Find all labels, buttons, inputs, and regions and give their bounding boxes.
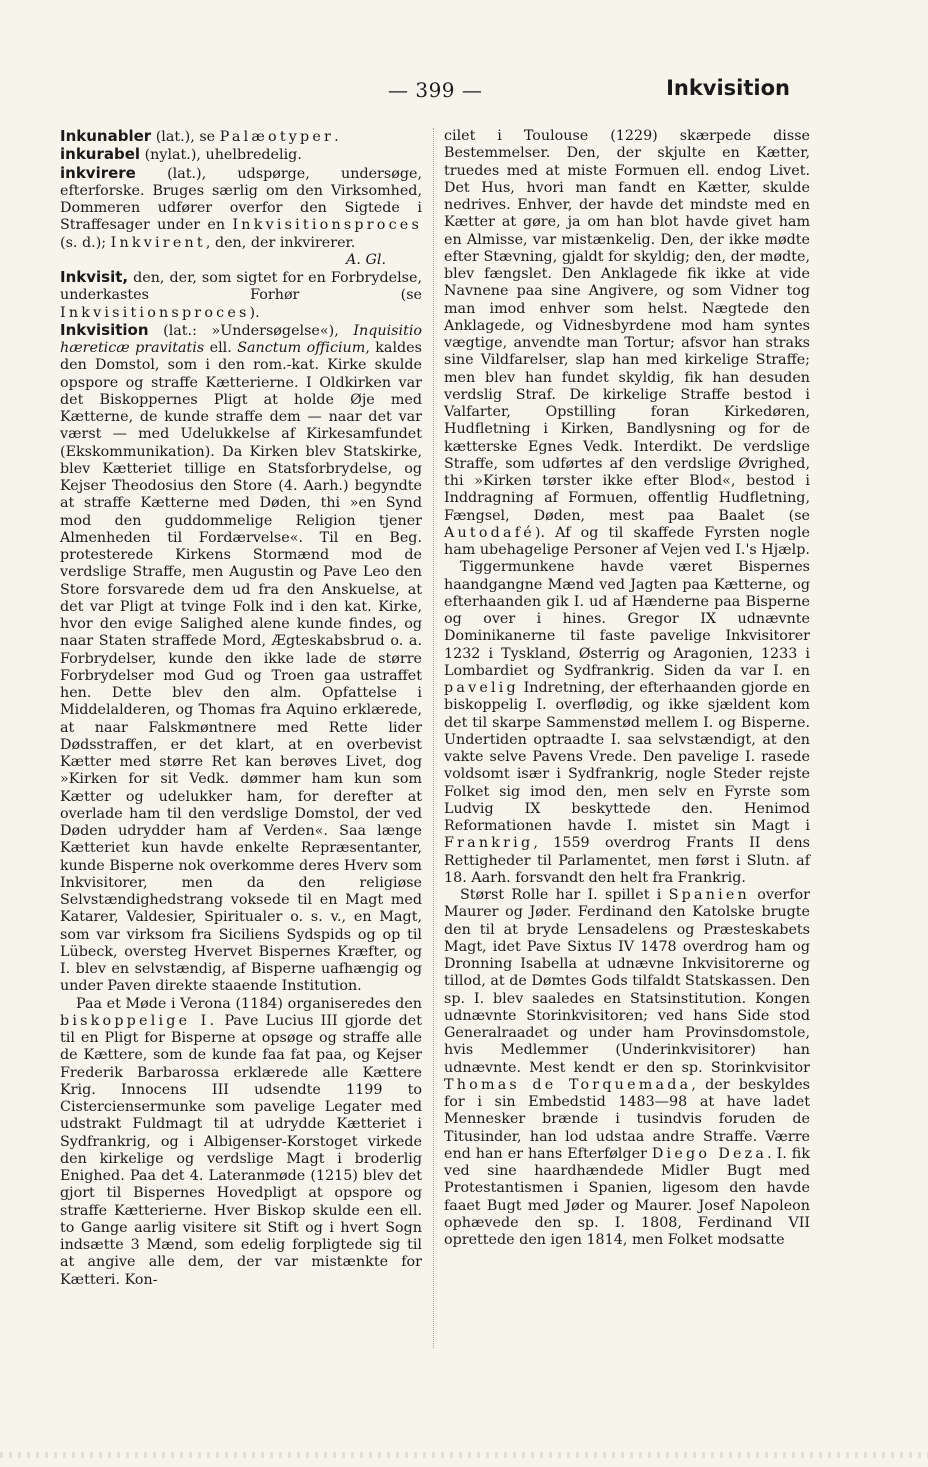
author-signature: A. Gl. (346, 251, 386, 268)
page-number: — 399 — (388, 78, 483, 102)
cross-reference: Inkvirent (110, 234, 206, 251)
entry-inkvisition: Inkvisition (lat.: »Undersøgelse«), Inquisitio hæreticæ pravitatis ell. Sanctum officium, kaldes den Domstol, som i den rom.-kat. Kirke skulde opspore og straffe Kætterierne. I Oldkirken var det Biskoppernes Pligt at holde Øje med Kætterne, de kunde straffe dem — naar det var værst — med Udelukkelse af Kirkesamfundet (Ekskommunikation). Da Kirken blev Statskirke, blev Kætteriet tillige en Statsforbrydelse, og Kejser Theodosius den Store (4. Aarh.) begyndte at straffe Kætterne med Døden, thi »en Synd mod den guddommelige Religion tjener Almenheden til Fordærvelse«. Til en Beg. protesterede Kirkens Stormænd mod de verdslige Straffe, men Augustin og Pave Leo den Store forsvarede dem ud fra den Anskuelse, at det var Pligt at tvinge Folk ind i den kat. Kirke, hvor den evige Salighed alene kunde findes, og naar Staten straffede Mord, Ægteskabsbrud o. a. Forbrydelser, kunde den ikke lade de større Forbrydelser mod Gud og Troen gaa ustraffet hen. Dette blev den alm. Opfattelse i Middelalderen, og Thomas fra Aquino erklærede, at naar Falskmøntnere med Rette lider Dødsstraffen, er det klart, at en overbevist Kætter med større Ret kan berøves Livet, dog »Kirken for sit Vedk. dømmer ham kun som Kætter og udelukker ham, for derefter at overlade ham til den verdslige Domstol, der ved Døden udrydder ham af Verden«. Saa længe Kætteriet kun havde enkelte Repræsentanter, kunde Bisperne nok overkomme deres Hverv som Inkvisitorer, men da den religiøse Selvstændighedstrang voksede til en Magt med Katarer, Valdesier, Spiritualer o. s. v., en Magt, som var virksom fra Siciliens Sydspids og op til Lübeck, oversteg Hvervet Bispernes Kræfter, og I. blev en selvstændig, af Bisperne uafhængig og under Paven direkte staaende Institution. (60, 320, 422, 995)
entry-inkvisit: Inkvisit, den, der, som sigtet for en Forbrydelse, underkastes Forhør (se Inkvisitionsproces). (60, 268, 422, 321)
paragraph: cilet i Toulouse (1229) skærpede disse Bestemmelser. Den, der skjulte en Kætter, truedes med at miste Formuen ell. endog Livet. Det Hus, hvori man fandt en Kætter, skulde nedrives. Enhver, der havde det mindste med en Kætter at gøre, ja om han blot havde givet ham en Almisse, var mistænkelig. Den, der ikke mødte efter Stævning, gjaldt for skyldig; den, der mødte, blev fængslet. Den Anklagede fik ikke at vide Navnene paa sine Angivere, og som Vidner tog man imod enhver som helst. Nægtede den Anklagede, og Vidnesbyrdene mod ham syntes vægtige, anvendte man Tortur; afsvor han straks sine Vildfarelser, slap han med kirkelige Straffe; men blev han fundet skyldig, fik han desuden verdslig Straf. De kirkelige Straffe bestod i Valfarter, Opstilling foran Kirkedøren, Hudfletning i Kirken, Bandlysning og for de kætterske Egnes Vedk. Interdikt. De verdslige Straffe, som udførtes af den verdslige Øvrighed, thi »Kirken tørster ikke efter Blod«, bestod i Inddragning af Formuen, offentlig Hudfletning, Fængsel, Døden, mest paa Baalet (se Autodafé). Af og til skaffede Fyrsten nogle ham ubehagelige Personer af Vejen ved I.'s Hjælp. (444, 128, 810, 558)
headword: inkvirere (60, 163, 136, 182)
page-header (0, 74, 928, 108)
paragraph: Tiggermunkene havde været Bispernes haandgangne Mænd ved Jagten paa Kætterne, og efterhaanden gik I. ud af Hænderne paa Bisperne og over i hines. Gregor IX udnævnte Dominikanerne til faste pavelige Inkvisitorer 1232 i Tyskland, Østerrig og Aragonien, 1233 i Lombardiet og Sydfrankrig. Siden da var I. en pavelig Indretning, der efterhaanden gjorde en biskoppelig I. overflødig, og ikke sjældent kom det til skarpe Sammenstød mellem I. og Bisperne. Undertiden optraadte I. saa selvstændigt, at den vakte selve Pavens Vrede. Den pavelige I. rasede voldsomt især i Sydfrankrig, nogle Steder rejste Folket sig imod den, men selv en Fyrste som Ludvig IX beskyttede den. Henimod Reformationen havde I. mistet sin Magt i Frankrig, 1559 overdrog Frants II dens Rettigheder til Parlamentet, men først i Slutn. af 18. Aarh. forsvandt den helt fra Frankrig. (444, 559, 810, 886)
column-divider (433, 128, 435, 1348)
left-column (60, 128, 422, 1289)
entry-inkurabel: inkurabel (nylat.), uhelbredelig. (60, 145, 302, 164)
running-head: Inkvisition (666, 76, 790, 100)
scan-edge-noise (0, 1452, 928, 1458)
paragraph: Størst Rolle har I. spillet i Spanien overfor Maurer og Jøder. Ferdinand den Katolske brugte den til at bryde Lensadelens og Præsteskabets Magt, idet Pave Sixtus IV 1478 overdrog ham og Dronning Isabella at udnævne Inkvisitorerne og tillod, at de Dømtes Gods tilfaldt Statskassen. Den sp. I. blev saaledes en Statsinstitution. Kongen udnævnte Storinkvisitoren; ved hans Side stod Generalraadet og under ham Provinsdomstole, hvis Medlemmer (Underinkvisitorer) han udnævnte. Mest kendt er den sp. Storinkvisitor Thomas de Torquemada, der beskyldes for i sin Embedstid 1483—98 at have ladet Mennesker brænde i tusindvis foruden de Titusinder, han lod udstaa andre Straffe. Værre end han er hans Efterfølger Diego Deza. I. fik ved sine haardhændede Midler Bugt med Protestantismen i Spanien, ligesom den havde faaet Bugt med Jøder og Maurer. Josef Napoleon ophævede den sp. I. 1808, Ferdinand VII oprettede den igen 1814, men Folket modsatte (444, 887, 810, 1248)
cross-reference: Autodafé (444, 524, 535, 541)
headword: Inkunabler (60, 127, 152, 145)
cross-reference: Palæotyper (219, 129, 335, 145)
paragraph: Paa et Møde i Verona (1184) organiseredes den biskoppelige I. Pave Lucius III gjorde det til en Pligt for Bisperne at opsøge og straffe alle de Kættere, som de kunde faa fat paa, og Kejser Frederik Barbarossa erklærede alle Kættere Krig. Innocens III udsendte 1199 to Cisterciensermunke som pavelige Legater med udstrakt Fuldmagt til at udrydde Kætteriet i Sydfrankrig, og i Albigenser-Korstoget virkede den kirkelige og verdslige Magt i broderlig Enighed. Paa det 4. Lateranmøde (1215) blev det gjort til Bispernes Hovedpligt at opspore og straffe Kætterierne. Hver Biskop skulde een ell. to Gange aarlig visitere sit Stift og i hvert Sogn indsætte 3 Mænd, som edelig forpligtede sig til at angive alle dem, der var mistænkte for Kætteri. Kon- (60, 995, 423, 1288)
headword: inkurabel (60, 145, 141, 164)
entry-inkvirere: inkvirere (lat.), udspørge, undersøge, efterforske. Bruges særlig om den Virksomhed, Dommeren udfører overfor den Sigtede i Straffesager under en Inkvisitionsproces (s. d.); Inkvirent, den, der inkvirerer. (60, 163, 422, 251)
cross-reference: Inkvisitionsproces (232, 217, 422, 234)
headword: Inkvisit, (60, 268, 129, 286)
entry-inkunabler: Inkunabler (lat.), se Palæotyper. (60, 127, 339, 145)
headword: Inkvisition (60, 320, 149, 339)
right-column (444, 128, 810, 1249)
cross-reference: Inkvisitionsproces (60, 304, 250, 321)
